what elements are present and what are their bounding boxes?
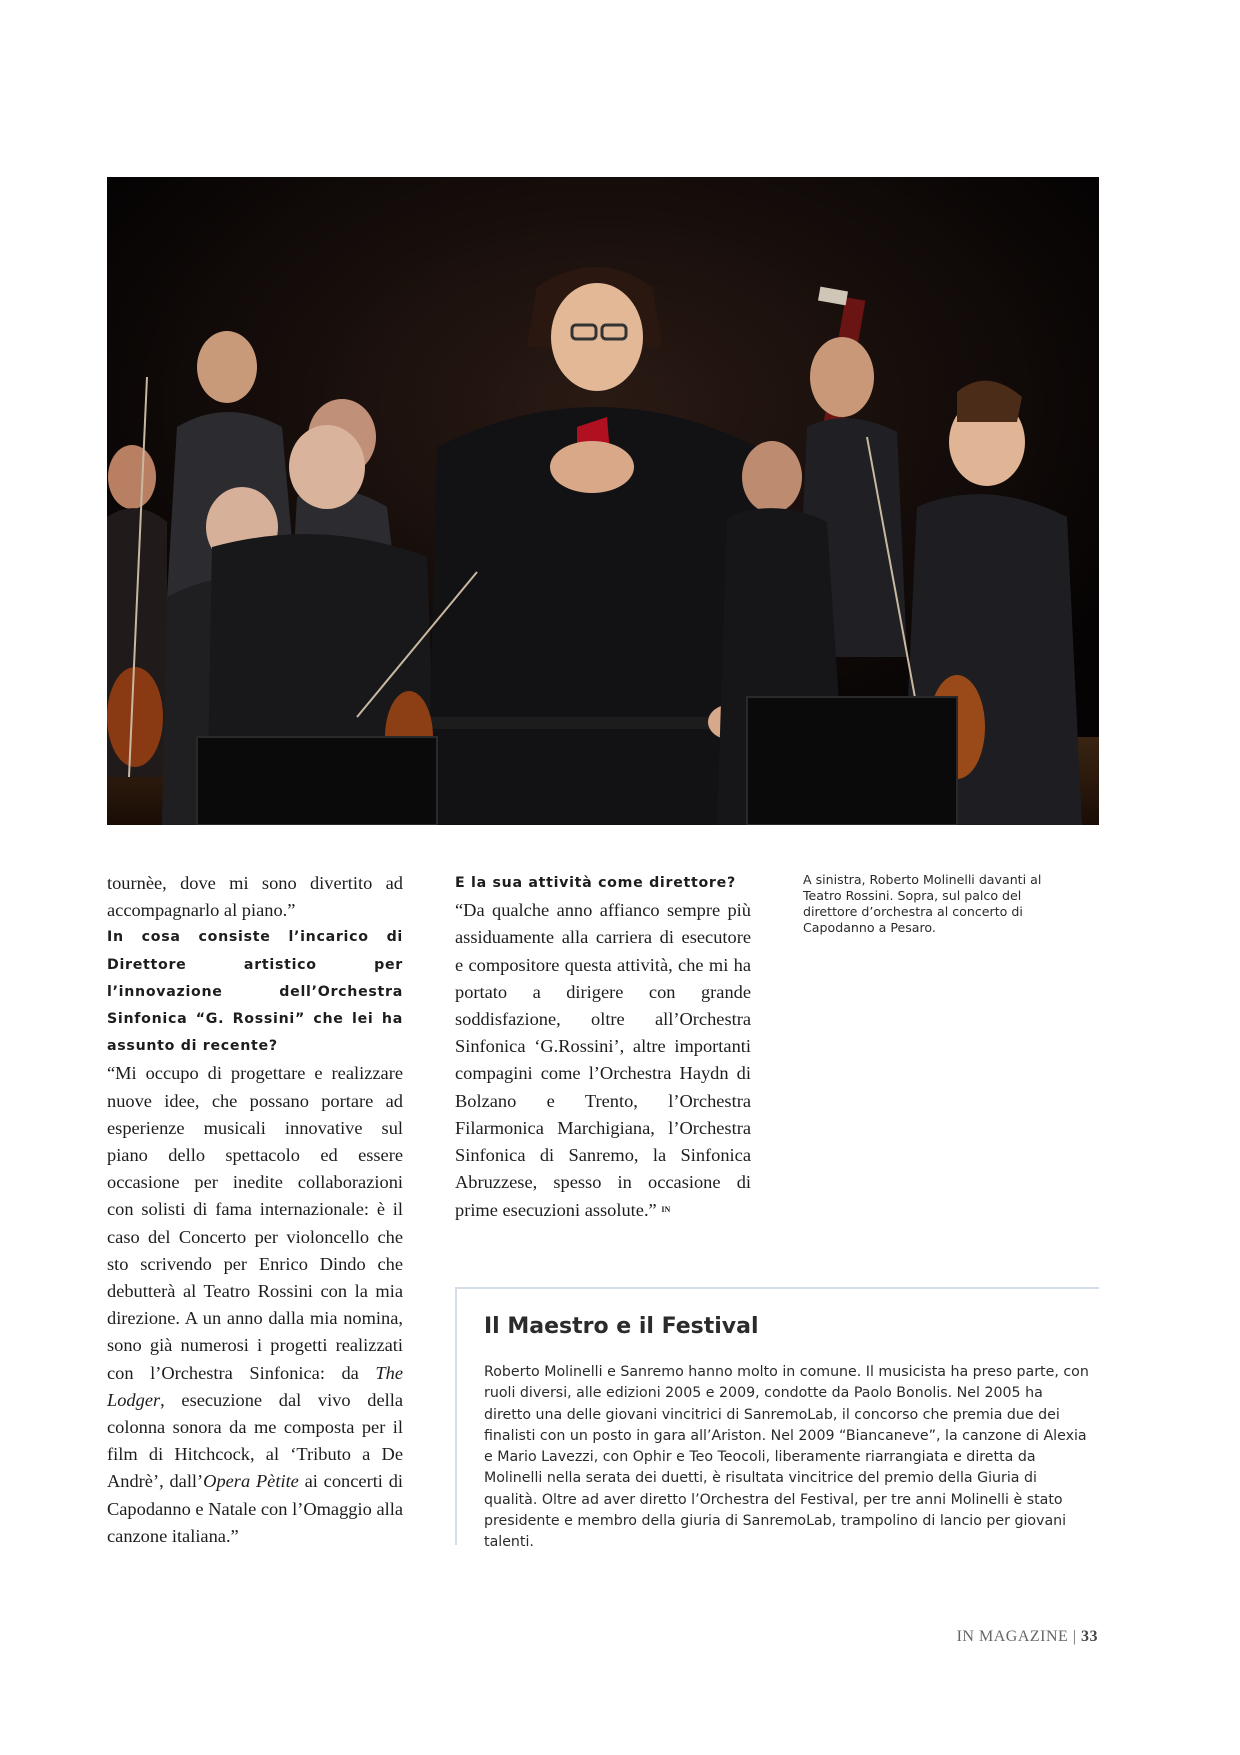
sidebar-body: Roberto Molinelli e Sanremo hanno molto in comune. Il musicista ha preso parte, con ruoli diversi, alle edizioni 2005 e 2009, condotte da Paolo Bonolis. Nel 2005 ha diretto una delle giovani vincitrici di SanremoLab, il concorso che premia due dei finalisti con un posto in gara all’Ariston. Nel 2009 “Biancaneve”, la canzone di Alexia e Mario Lavezzi, con Ophir e Teo Teocoli, liberamente riarrangiata e diretta da Molinelli nella serata dei duetti, è risultata vincitrice del premio della Giuria di qualità. Oltre ad aver diretto l’Orchestra del Festival, per tre anni Molinelli è stato presidente e membro della giuria di SanremoLab, trampolino di lancio per giovani talenti.: [484, 1364, 1089, 1551]
footer-separator: |: [1072, 1628, 1077, 1645]
sidebar-border-left: [455, 1289, 457, 1545]
page-footer: [957, 1628, 1098, 1646]
article-column-middle: [455, 870, 751, 1225]
film-title: The Lodger: [107, 1362, 403, 1410]
photo-illustration: [107, 177, 1099, 825]
interview-answer: “Da qualche anno affianco sempre più assiduamente alla carriera di esecutore e compositore questa attività, che mi ha portato a dirigere con grande soddisfazione, oltre all’Orchestra Sinfonica ‘G.Rossini’, altre importanti compagini come l’Orchestra Haydn di Bolzano e Trento, l’Orchestra Filarmonica Marchigiana, l’Orchestra Sinfonica di Sanremo, la Sinfonica Abruzzese, spesso in occasione di prime esecuzioni assolute.” $^{IN}$: [455, 900, 751, 1221]
interview-question: In cosa consiste l’incarico di Direttore artistico per l’innovazione dell’Orchestra Sinfonica “G. Rossini” che lei ha assunto di recente?: [107, 929, 403, 1055]
article-column-left: [107, 870, 403, 1550]
photo-caption: A sinistra, Roberto Molinelli davanti al Teatro Rossini. Sopra, sul palco del direttore d’orchestra al concerto di Capodanno a Pesaro.: [803, 872, 1042, 935]
sidebar-border-top: [455, 1287, 1099, 1289]
interview-question: E la sua attività come direttore?: [455, 875, 736, 891]
page-number: 33: [1081, 1628, 1098, 1645]
end-mark: IN: [661, 1205, 671, 1215]
concert-photo: [107, 177, 1099, 825]
magazine-name: IN MAGAZINE: [956, 1628, 1069, 1645]
interview-answer: “Mi occupo di progettare e realizzare nuove idee, che possano portare ad esperienze musicali innovative sul piano dello spettacolo ed essere occasione per inedite collaborazioni con solisti di fama internazionale: è il caso del Concerto per violoncello che sto scrivendo per Enrico Dindo che debutterà al Teatro Rossini con la mia direzione. A un anno dalla mia nomina, sono già numerosi i progetti realizzati con l’Orchestra Sinfonica: da The Lodger, esecuzione dal vivo della colonna sonora da me composta per il film di Hitchcock, al ‘Tributo a De Andrè’, dall’Opera Pètite ai concerti di Capodanno e Natale con l’Omaggio alla canzone italiana.”: [107, 1063, 403, 1546]
work-title: Opera Pètite: [203, 1471, 299, 1492]
sidebar-title: Il Maestro e il Festival: [484, 1314, 759, 1339]
paragraph: tournèe, dove mi sono divertito ad accompagnarlo al piano.”: [107, 873, 403, 921]
